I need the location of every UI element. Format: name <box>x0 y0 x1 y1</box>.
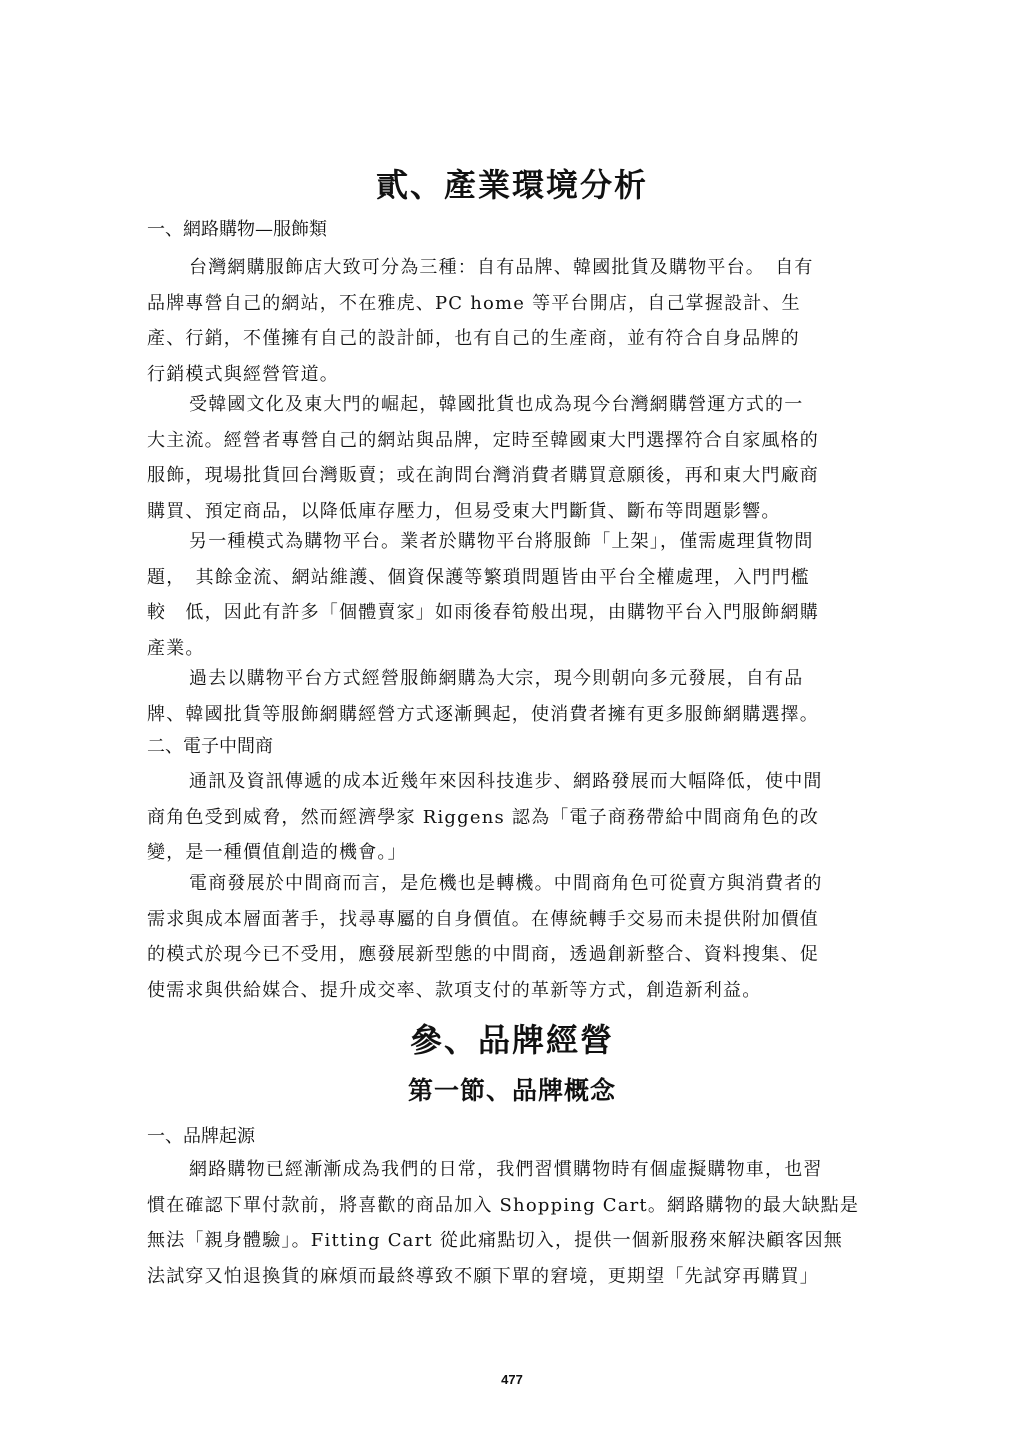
paragraph-apparel-types <box>147 250 872 392</box>
paragraph-line: 通訊及資訊傳遞的成本近幾年來因科技進步、網路發展而大幅降低，使中間 <box>189 771 823 792</box>
paragraph-line: 的模式於現今已不受用，應發展新型態的中間商，透過創新整合、資料搜集、促 <box>147 944 819 965</box>
paragraph-intermediary-opportunity <box>147 866 872 1008</box>
paragraph-korean-wholesale <box>147 387 872 529</box>
paragraph-line: 題， 其餘金流、網站維護、個資保護等繁瑣問題皆由平台全權處理，入門門檻 <box>147 566 810 588</box>
paragraph-market-trend <box>147 661 872 732</box>
paragraph-line: 受韓國文化及東大門的崛起，韓國批貨也成為現今台灣網購營運方式的一 <box>189 394 804 415</box>
paragraph-line: 使需求與供給媒合、提升成交率、款項支付的革新等方式，創造新利益。 <box>147 979 762 1001</box>
chapter-title-industry-analysis: 貳、產業環境分析 <box>375 166 648 204</box>
paragraph-line: 變，是一種價值創造的機會。」 <box>147 842 407 863</box>
section-title-brand-concept: 第一節、品牌概念 <box>407 1076 616 1105</box>
heading-online-shopping-apparel: 一、網路購物—服飾類 <box>147 219 327 240</box>
paragraph-line: 產、行銷，不僅擁有自己的設計師，也有自己的生產商，並有符合自身品牌的 <box>147 328 800 349</box>
chapter-title-brand-management: 參、品牌經營 <box>409 1021 614 1059</box>
paragraph-shopping-platform <box>147 524 872 666</box>
paragraph-line: 另一種模式為購物平台。業者於購物平台將服飾「上架」，僅需處理貨物問 <box>189 531 814 552</box>
paragraph-line: 法試穿又怕退換貨的麻煩而最終導致不願下單的窘境，更期望「先試穿再購買」 <box>147 1265 819 1287</box>
paragraph-line: 較 低，因此有許多「個體賣家」如雨後春筍般出現，由購物平台入門服飾網購 <box>147 602 819 623</box>
paragraph-line: 過去以購物平台方式經營服飾網購為大宗，現今則朝向多元發展，自有品 <box>189 668 804 689</box>
paragraph-brand-origin <box>147 1152 872 1294</box>
paragraph-line: 牌、韓國批貨等服飾網購經營方式逐漸興起，使消費者擁有更多服飾網購選擇。 <box>147 703 819 725</box>
heading-e-intermediary: 二、電子中間商 <box>147 736 273 757</box>
page-number: 477 <box>501 1372 523 1387</box>
paragraph-line: 台灣網購服飾店大致可分為三種：自有品牌、韓國批貨及購物平台。 自有 <box>189 257 814 278</box>
paragraph-line: 慣在確認下單付款前，將喜歡的商品加入 Shopping Cart。網路購物的最大缺點是 <box>147 1194 860 1216</box>
paragraph-line: 無法「親身體驗」。Fitting Cart 從此痛點切入，提供一個新服務來解決顧客因無 <box>147 1230 843 1251</box>
paragraph-line: 電商發展於中間商而言，是危機也是轉機。中間商角色可從賣方與消費者的 <box>189 873 823 894</box>
paragraph-line: 大主流。經營者專營自己的網站與品牌，定時至韓國東大門選擇符合自家風格的 <box>147 429 819 451</box>
paragraph-line: 行銷模式與經營管道。 <box>147 363 339 385</box>
paragraph-line: 產業。 <box>147 637 205 659</box>
heading-brand-origin: 一、品牌起源 <box>147 1126 255 1147</box>
paragraph-line: 品牌專營自己的網站，不在雅虎、PC home 等平台開店，自己掌握設計、生 <box>147 292 801 314</box>
paragraph-intermediary-threat <box>147 764 872 871</box>
paragraph-line: 商角色受到威脅，然而經濟學家 Riggens 認為「電子商務帶給中間商角色的改 <box>147 806 820 828</box>
paragraph-line: 購買、預定商品，以降低庫存壓力，但易受東大門斷貨、斷布等問題影響。 <box>147 500 781 522</box>
paragraph-line: 網路購物已經漸漸成為我們的日常，我們習慣購物時有個虛擬購物車，也習 <box>189 1159 823 1180</box>
paragraph-line: 需求與成本層面著手，找尋專屬的自身價值。在傳統轉手交易而未提供附加價值 <box>147 908 819 930</box>
paragraph-line: 服飾，現場批貨回台灣販賣；或在詢問台灣消費者購買意願後，再和東大門廠商 <box>147 465 819 486</box>
